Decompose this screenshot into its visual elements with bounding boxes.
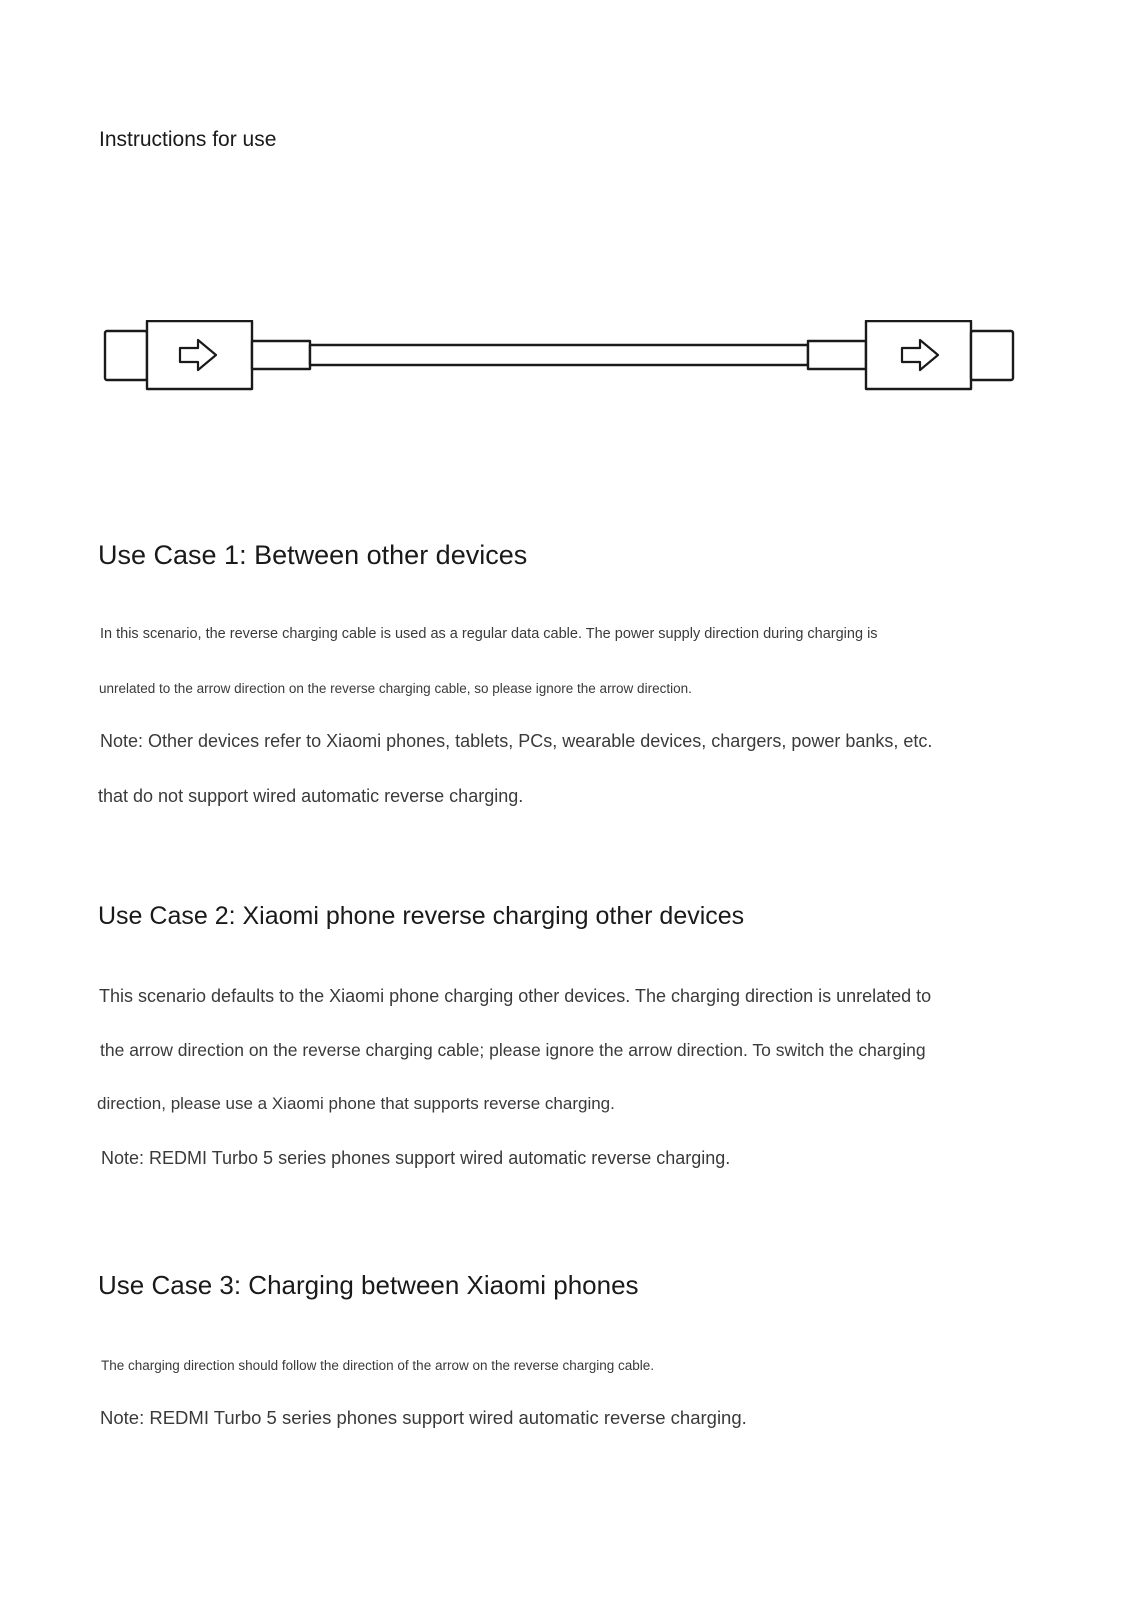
paragraph-line: The charging direction should follow the direction of the arrow on the reverse charging cable. (101, 1358, 655, 1373)
note-line: Note: Other devices refer to Xiaomi phones, tablets, PCs, wearable devices, chargers, power banks, etc. (100, 731, 933, 751)
note-line: that do not support wired automatic reverse charging. (98, 786, 524, 806)
section-title-use-case-2: Use Case 2: Xiaomi phone reverse charging other devices (98, 902, 745, 930)
paragraph-line: This scenario defaults to the Xiaomi phone charging other devices. The charging direction is unrelated to (99, 986, 932, 1006)
note-line: Note: REDMI Turbo 5 series phones support wired automatic reverse charging. (100, 1407, 747, 1428)
paragraph-line: In this scenario, the reverse charging cable is used as a regular data cable. The power supply direction during charging is (100, 626, 878, 642)
right-plug-tip (971, 331, 1013, 380)
paragraph-line: unrelated to the arrow direction on the reverse charging cable, so please ignore the arrow direction. (99, 681, 692, 696)
cable-wire (310, 345, 808, 365)
left-strain-relief (252, 341, 310, 369)
note-line: Note: REDMI Turbo 5 series phones support wired automatic reverse charging. (101, 1148, 731, 1168)
right-strain-relief (808, 341, 866, 369)
section-title-use-case-3: Use Case 3: Charging between Xiaomi phones (98, 1270, 639, 1300)
section-title-use-case-1: Use Case 1: Between other devices (98, 540, 528, 570)
paragraph-line: the arrow direction on the reverse charging cable; please ignore the arrow direction. To switch the charging (100, 1040, 926, 1060)
left-plug-tip (105, 331, 147, 380)
reverse-charging-cable-illustration (100, 320, 1040, 400)
page-title: Instructions for use (99, 128, 277, 151)
paragraph-line: direction, please use a Xiaomi phone that supports reverse charging. (97, 1094, 615, 1113)
